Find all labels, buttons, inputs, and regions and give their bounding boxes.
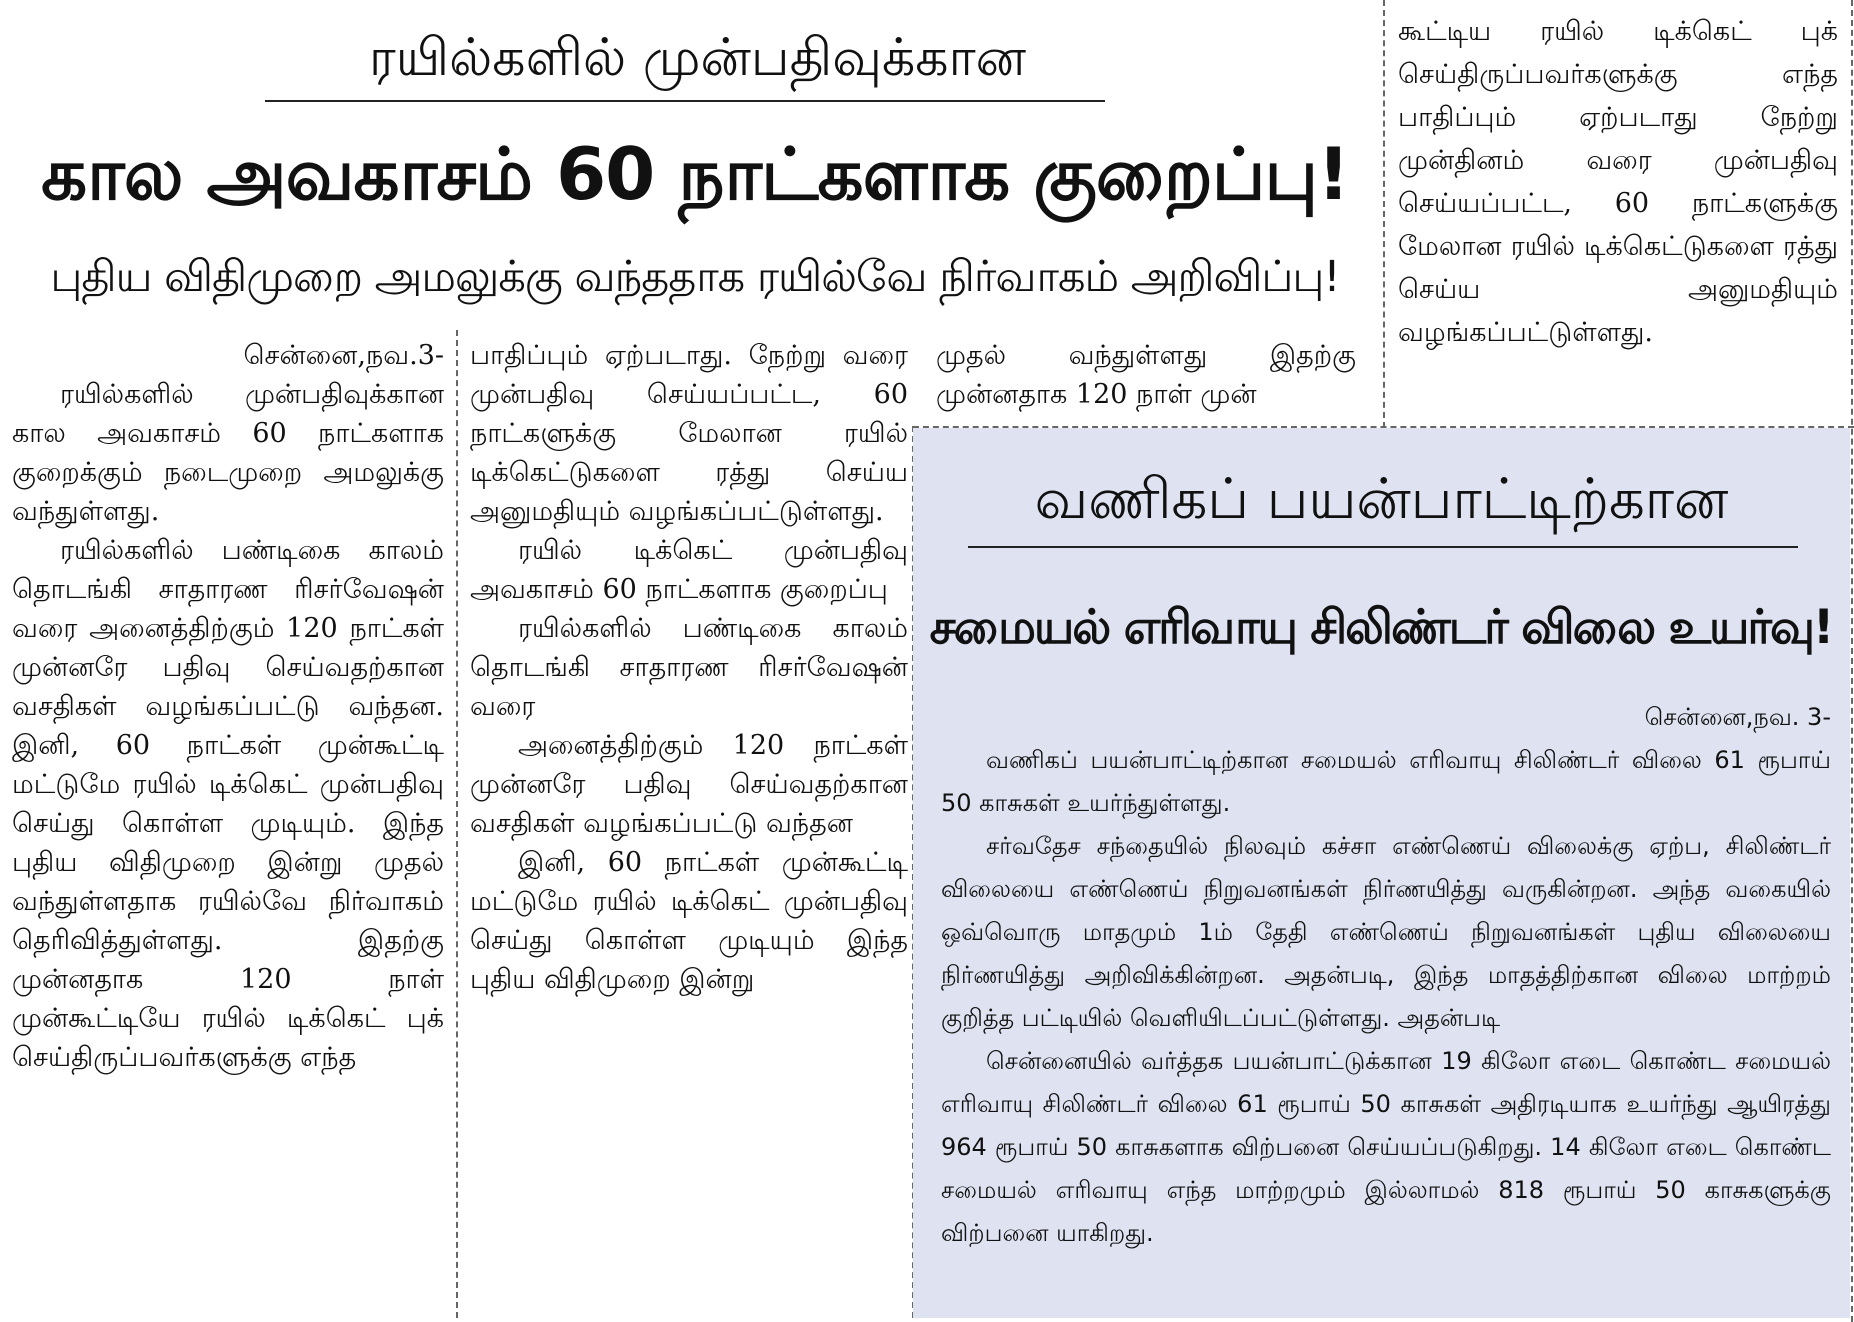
article-kicker: வணிகப் பயன்பாட்டிற்கான: [1034, 467, 1729, 532]
article-subheadline: புதிய விதிமுறை அமலுக்கு வந்ததாக ரயில்வே நிர்வாகம் அறிவிப்பு!: [50, 252, 1340, 302]
paragraph: ரயில் டிக்கெட் முன்பதிவு அவகாசம் 60 நாட்களாக குறைப்பு: [470, 535, 908, 605]
kicker-underline: [968, 546, 1798, 548]
paragraph: இனி, 60 நாட்கள் முன்கூட்டி மட்டுமே ரயில் டிக்கெட் முன்பதிவு செய்து கொள்ள முடியும் இந்த புதிய விதிமுறை இன்று: [470, 847, 908, 995]
paragraph: வணிகப் பயன்பாட்டிற்கான சமையல் எரிவாயு சிலிண்டர் விலை 61 ரூபாய் 50 காசுகள் உயர்ந்துள்ளது.: [941, 746, 1831, 817]
article-kicker: ரயில்களில் முன்பதிவுக்கான: [368, 28, 1027, 88]
dateline: சென்னை,நவ.3-: [243, 340, 444, 371]
kicker-underline: [265, 100, 1105, 102]
paragraph: ரயில்களில் முன்பதிவுக்கான கால அவகாசம் 60 நாட்களாக குறைக்கும் நடைமுறை அமலுக்கு வந்துள்ளது.: [12, 379, 444, 527]
article-column-1: [12, 336, 444, 1316]
article-headline: சமையல் எரிவாயு சிலிண்டர் விலை உயர்வு!: [929, 600, 1833, 655]
article-column-2: [470, 336, 908, 1316]
paragraph: ரயில்களில் பண்டிகை காலம் தொடங்கி சாதாரண ரிசர்வேஷன் வரை: [470, 613, 908, 722]
cylinder-article-box: [913, 428, 1850, 1318]
paragraph: முதல் வந்துள்ளது இதற்கு முன்னதாக 120 நாள் முன்: [936, 340, 1356, 410]
box-border: [1851, 0, 1853, 1322]
paragraph: அனைத்திற்கும் 120 நாட்கள் முன்னரே பதிவு செய்வதற்கான வசதிகள் வழங்கப்பட்டு வந்தன: [470, 730, 908, 839]
dateline: சென்னை,நவ. 3-: [1644, 703, 1831, 731]
paragraph: சர்வதேச சந்தையில் நிலவும் கச்சா எண்ணெய் விலைக்கு ஏற்ப, சிலிண்டர் விலையை எண்ணெய் நிறுவனங்கள் நிர்ணயித்து வருகின்றன. அந்த வகையில் ஒவ்வொரு மாதமும் 1ம் தேதி எண்ணெய் நிறுவனங்கள் புதிய விலையை நிர்ணயித்து அறிவிக்கின்றன. அதன்படி, இந்த மாதத்திற்கான விலை மாற்றம் குறித்த பட்டியில் வெளியிடப்பட்டுள்ளது. அதன்படி: [941, 832, 1831, 1032]
article-headline: கால அவகாசம் 60 நாட்களாக குறைப்பு!: [41, 132, 1349, 216]
paragraph: பாதிப்பும் ஏற்படாது. நேற்று வரை முன்பதிவு செய்யப்பட்ட, 60 நாட்களுக்கு மேலான ரயில் டிக்கெட்டுகளை ரத்து செய்ய அனுமதியும் வழங்கப்பட்டுள்ளது.: [470, 340, 908, 527]
article-column-3: [936, 336, 1356, 428]
paragraph: ரயில்களில் பண்டிகை காலம் தொடங்கி சாதாரண ரிசர்வேஷன் வரை அனைத்திற்கும் 120 நாட்கள் முன்னரே பதிவு செய்வதற்கான வசதிகள் வழங்கப்பட்டு வந்தன. இனி, 60 நாட்கள் முன்கூட்டி மட்டுமே ரயில் டிக்கெட் முன்பதிவு செய்து கொள்ள முடியும். இந்த புதிய விதிமுறை இன்று முதல் வந்துள்ளதாக ரயில்வே நிர்வாகம் தெரிவித்துள்ளது. இதற்கு முன்னதாக 120 நாள் முன்கூட்டியே ரயில் டிக்கெட் புக் செய்திருப்பவர்களுக்கு எந்த: [12, 535, 444, 1073]
paragraph: சென்னையில் வர்த்தக பயன்பாட்டுக்கான 19 கிலோ எடை கொண்ட சமையல் எரிவாயு சிலிண்டர் விலை 61 ரூபாய் 50 காசுகள் அதிரடியாக உயர்ந்து ஆயிரத்து 964 ரூபாய் 50 காசுகளாக விற்பனை செய்யப்படுகிறது. 14 கிலோ எடை கொண்ட சமையல் எரிவாயு எந்த மாற்றமும் இல்லாமல் 818 ரூபாய் 50 காசுகளுக்கு விற்பனை யாகிறது.: [941, 1047, 1831, 1247]
article-body: [941, 696, 1831, 1316]
column-divider: [1383, 0, 1385, 428]
paragraph: கூட்டிய ரயில் டிக்கெட் புக் செய்திருப்பவர்களுக்கு எந்த பாதிப்பும் ஏற்படாது நேற்று முன்தினம் வரை முன்பதிவு செய்யப்பட்ட, 60 நாட்களுக்கு மேலான ரயில் டிக்கெட்டுகளை ரத்து செய்ய அனுமதியும் வழங்கப்பட்டுள்ளது.: [1398, 16, 1838, 348]
article-column-4: [1398, 10, 1838, 420]
column-divider: [456, 330, 458, 1318]
